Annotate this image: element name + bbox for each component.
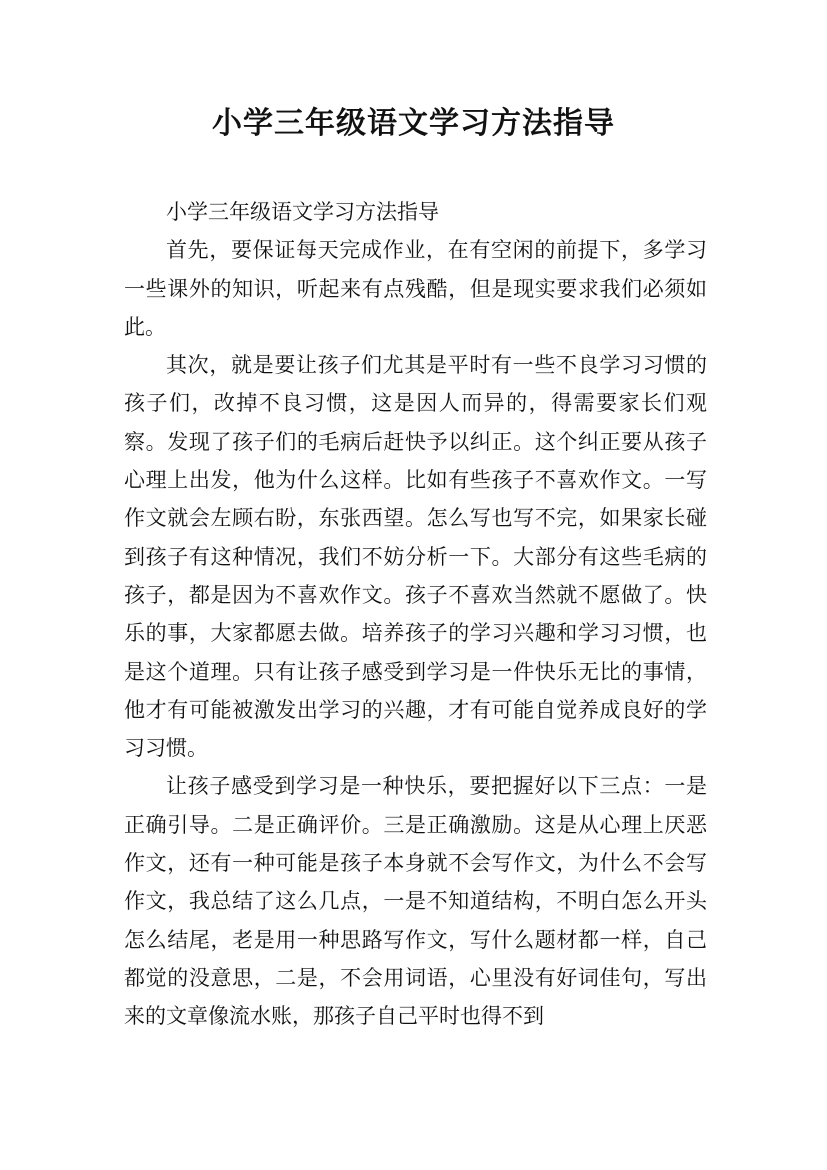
document-title: 小学三年级语文学习方法指导: [212, 106, 615, 141]
paragraph-subtitle: 小学三年级语文学习方法指导: [166, 200, 439, 224]
paragraph-1: 首先，要保证每天完成作业，在有空闲的前提下，多学习一些课外的知识，听起来有点残酷，但是现实要求我们必须如此。: [124, 238, 707, 339]
paragraph-2: 其次，就是要让孩子们尤其是平时有一些不良学习习惯的孩子们，改掉不良习惯，这是因人而异的，得需要家长们观察。发现了孩子们的毛病后赶快予以纠正。这个纠正要从孩子心理上出发，他为什么这样。比如有些孩子不喜欢作文。一写作文就会左顾右盼，东张西望。怎么写也写不完，如果家长碰到孩子有这种情况，我们不妨分析一下。大部分有这些毛病的孩子，都是因为不喜欢作文。孩子不喜欢当然就不愿做了。快乐的事，大家都愿去做。培养孩子的学习兴趣和学习习惯，也是这个道理。只有让孩子感受到学习是一件快乐无比的事情，他才有可能被激发出学习的兴趣，才有可能自觉养成良好的学习习惯。: [124, 353, 707, 761]
paragraph-3: 让孩子感受到学习是一种快乐，要把握好以下三点：一是正确引导。二是正确评价。三是正确激励。这是从心理上厌恶作文，还有一种可能是孩子本身就不会写作文，为什么不会写作文，我总结了这么几点，一是不知道结构，不明白怎么开头怎么结尾，老是用一种思路写作文，写什么题材都一样，自己都觉的没意思，二是，不会用词语，心里没有好词佳句，写出来的文章像流水账，那孩子自己平时也得不到: [124, 774, 707, 1029]
document-body: [124, 193, 707, 1036]
